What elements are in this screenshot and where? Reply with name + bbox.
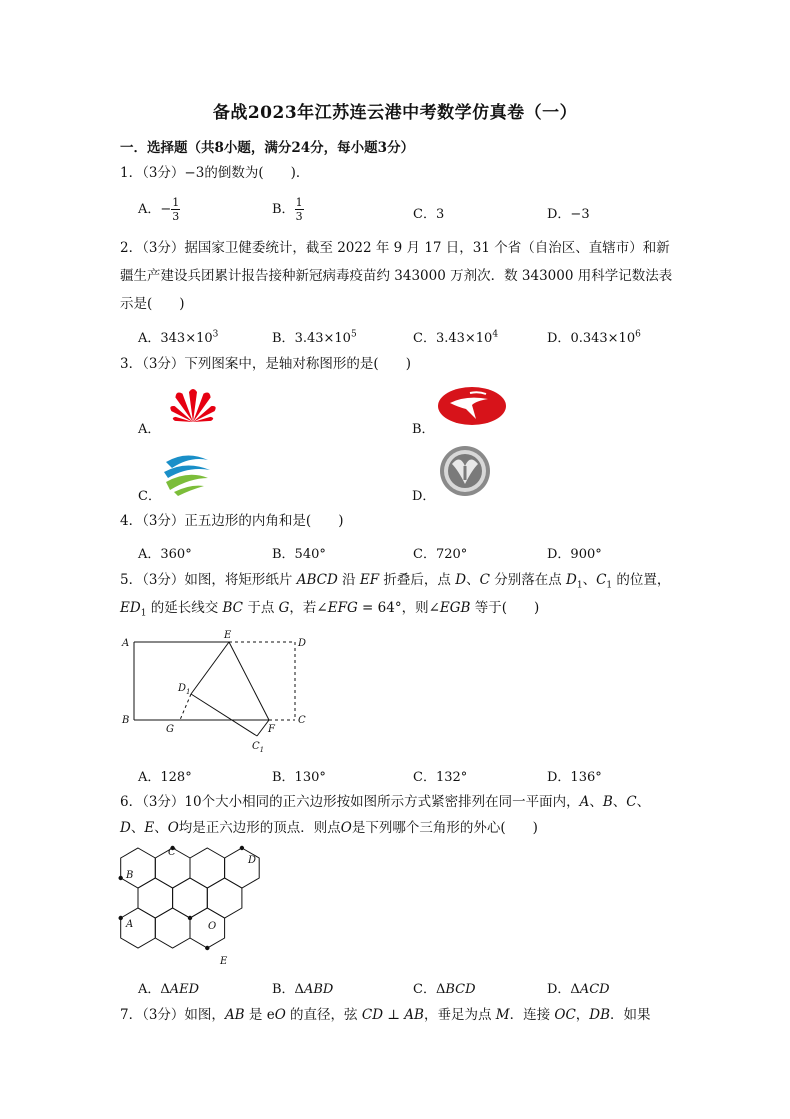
q2-line-2: 疆生产建设兵团累计报告接种新冠病毒疫苗约 343000 万剂次．数 343000 用科学记数法表 — [120, 268, 673, 284]
q1-option-b[interactable] — [272, 196, 304, 223]
q7-text: 7．（3分）如图， — [120, 1007, 225, 1023]
q6-text: 、 — [130, 820, 145, 836]
q7-text: 是 e — [244, 1007, 275, 1023]
q5-label-a: A — [122, 638, 130, 649]
q2-line-1: 2．（3分）据国家卫健委统计，截至 2022 年 9 月 17 日，31 个省（自治区、直辖市）和新 — [120, 240, 670, 256]
hexagon-cell — [225, 848, 260, 888]
q7-var: CD — [361, 1007, 384, 1023]
q5-line-2 — [120, 598, 539, 624]
q6-text: 、 — [589, 794, 603, 810]
q6-var: O — [167, 820, 179, 836]
q1-option-a[interactable] — [138, 196, 180, 223]
q6-point-b — [119, 876, 123, 880]
q1-a-num: 1 — [172, 196, 180, 209]
q4-option-d[interactable]: D．900° — [547, 547, 602, 562]
q1-option-d[interactable]: D．−3 — [547, 207, 590, 222]
q1-a-fraction — [171, 196, 180, 223]
q1-b-fraction — [295, 196, 304, 223]
q5-var-egb: EGB — [439, 600, 471, 616]
q6-c-label: C．Δ — [413, 982, 446, 997]
q3-option-c[interactable]: C． — [138, 489, 161, 504]
q5-text: 的位置， — [612, 572, 671, 588]
hexagon-cell — [190, 848, 225, 888]
q6-var: O — [340, 820, 352, 836]
q5-label-d1-sub: 1 — [186, 688, 191, 696]
q1-b-den: 3 — [295, 210, 303, 223]
hexagon-cell — [207, 878, 242, 918]
q3-stem: 3．（3分）下列图案中，是轴对称图形的是( ) — [120, 356, 411, 372]
q2-line-3: 示是( ) — [120, 296, 185, 312]
q5-option-a[interactable]: A．128° — [138, 770, 192, 785]
q2-c-base: 3.43×10 — [435, 331, 493, 346]
q5-sub: 1 — [606, 580, 613, 591]
q6-var: E — [144, 820, 155, 836]
q6-option-c[interactable] — [413, 978, 476, 997]
q3-option-b[interactable]: B． — [412, 422, 435, 437]
q7-line-1 — [120, 1005, 651, 1025]
q5-var-bc: BC — [222, 600, 244, 616]
hexagon-cell — [155, 908, 190, 948]
q5-option-c[interactable]: C．132° — [413, 770, 468, 785]
q6-hexagon-grid-diagram — [116, 842, 276, 970]
q7-var: AB — [404, 1007, 424, 1023]
q7-text: ⊥ — [383, 1007, 405, 1023]
q5-var-ed1: ED — [120, 600, 141, 616]
q5-text: 沿 — [337, 572, 360, 588]
q5-sub: 1 — [576, 580, 583, 591]
q7-var: O — [274, 1007, 286, 1023]
q2-a-base: 343×10 — [160, 331, 213, 346]
q6-option-d[interactable] — [547, 978, 610, 997]
q6-var: A — [579, 794, 590, 810]
q5-var-g: G — [278, 600, 290, 616]
q7-var: M — [495, 1007, 510, 1023]
q2-option-b[interactable] — [272, 327, 357, 346]
q5-dash-d1g — [180, 694, 191, 720]
q5-label-d1-letter: D — [178, 683, 187, 694]
q2-c-label: C． — [413, 331, 436, 346]
q5-var-d1: D — [566, 572, 577, 588]
q5-text: 折叠后，点 — [379, 572, 456, 588]
q4-option-b[interactable]: B．540° — [272, 547, 326, 562]
china-mobile-logo-icon — [160, 448, 214, 498]
q5-label-e: E — [224, 630, 232, 641]
huawei-logo-icon — [160, 384, 226, 424]
q5-text: ，若∠ — [289, 600, 328, 616]
q3-option-a[interactable]: A． — [138, 422, 161, 437]
q2-option-a[interactable] — [138, 327, 218, 346]
q6-text: 6．（3分）10个大小相同的正六边形按如图所示方式紧密排列在同一平面内， — [120, 794, 580, 810]
q5-label-c1-sub: 1 — [259, 746, 265, 754]
q6-text: 均是正六边形的顶点．则点 — [178, 820, 341, 836]
q1-a-sign: − — [160, 202, 172, 217]
q7-var: DB — [589, 1007, 611, 1023]
q6-d-vertices: ACD — [579, 982, 610, 997]
q5-var-ef: EF — [359, 572, 380, 588]
q6-c-vertices: BCD — [445, 982, 476, 997]
q6-a-vertices: AED — [169, 982, 200, 997]
q7-text: ．如果 — [610, 1007, 651, 1023]
hexagon-cell — [121, 848, 156, 888]
q5-var-c1: C — [596, 572, 607, 588]
q5-label-c1-letter: C — [252, 741, 260, 752]
q5-var-efg: EFG — [327, 600, 358, 616]
q7-text: ．连接 — [509, 1007, 555, 1023]
q5-var-c: C — [479, 572, 490, 588]
q1-a-den: 3 — [172, 210, 180, 223]
q6-point-d — [240, 846, 244, 850]
q6-label-b: B — [126, 870, 134, 881]
q5-text: 于点 — [243, 600, 279, 616]
q2-option-c[interactable] — [413, 327, 498, 346]
q6-point-a — [119, 916, 123, 920]
hexagon-cell — [138, 878, 173, 918]
q6-d-label: D．Δ — [547, 982, 580, 997]
q5-text: 分别落在点 — [489, 572, 566, 588]
q5-label-d1 — [177, 683, 191, 696]
q1-a-label: A． — [138, 202, 161, 217]
q5-text: = 64°，则∠ — [357, 600, 440, 616]
q2-d-label: D． — [547, 331, 571, 346]
q5-label-c: C — [298, 715, 306, 726]
q2-a-label: A． — [138, 331, 161, 346]
q6-label-a: A — [126, 919, 134, 930]
q4-option-a[interactable]: A．360° — [138, 547, 192, 562]
q5-option-d[interactable]: D．136° — [547, 770, 602, 785]
q2-b-exp: 5 — [350, 329, 357, 340]
q5-label-d: D — [298, 638, 307, 649]
q7-text: 的直径，弦 — [285, 1007, 362, 1023]
q4-option-c[interactable]: C．720° — [413, 547, 468, 562]
q6-var: B — [602, 794, 613, 810]
q5-rectangle-fold-diagram — [118, 628, 318, 754]
q6-b-label: B．Δ — [272, 982, 304, 997]
q6-text: 、 — [154, 820, 168, 836]
q5-option-b[interactable]: B．130° — [272, 770, 326, 785]
q2-b-base: 3.43×10 — [294, 331, 351, 346]
q6-b-vertices: ABD — [303, 982, 334, 997]
q1-stem: 1．（3分）−3的倒数为( )． — [120, 165, 310, 181]
q2-a-exp: 3 — [212, 329, 219, 340]
q5-line-d1c1 — [191, 694, 257, 736]
q7-var: AB — [224, 1007, 245, 1023]
q5-var-d: D — [455, 572, 467, 588]
q5-sub: 1 — [140, 608, 147, 619]
dongfeng-logo-icon — [436, 385, 508, 427]
q5-var-abcd: ABCD — [296, 572, 338, 588]
q5-text: 5．（3分）如图，将矩形纸片 — [120, 572, 297, 588]
q6-a-label: A．Δ — [138, 982, 170, 997]
q6-point-o — [188, 916, 192, 920]
q6-label-o: O — [208, 921, 217, 932]
q5-text: 的延长线交 — [146, 600, 223, 616]
dongfeng-silver-logo-icon — [438, 444, 492, 498]
hexagon-cell — [173, 878, 208, 918]
q7-text: ， — [575, 1007, 590, 1023]
q2-d-exp: 6 — [635, 329, 641, 340]
q6-point-e — [205, 946, 209, 950]
page-title: 备战2023年江苏连云港中考数学仿真卷（一） — [212, 103, 578, 123]
q4-stem: 4．（3分）正五边形的内角和是( ) — [120, 513, 344, 529]
q6-line-2 — [120, 818, 538, 838]
q2-d-base: 0.343×10 — [570, 331, 636, 346]
q7-var: OC — [554, 1007, 576, 1023]
q2-c-exp: 4 — [492, 329, 499, 340]
q5-line-1 — [120, 570, 670, 596]
q6-var: C — [626, 794, 637, 810]
q6-text: 、 — [612, 794, 627, 810]
q6-option-a[interactable] — [138, 978, 199, 997]
q6-label-c: C — [168, 847, 176, 858]
q5-label-f: F — [268, 724, 275, 735]
q2-option-d[interactable] — [547, 327, 641, 346]
q5-label-b: B — [122, 715, 130, 726]
q6-option-b[interactable] — [272, 978, 333, 997]
section-heading: 一．选择题（共8小题，满分24分，每小题3分） — [120, 140, 415, 156]
q6-var: D — [120, 820, 131, 836]
q5-text: 、 — [466, 572, 480, 588]
q1-b-num: 1 — [295, 196, 303, 209]
q1-b-label: B． — [272, 202, 295, 217]
q1-option-c[interactable]: C．3 — [413, 207, 445, 222]
q5-label-c1 — [252, 741, 264, 754]
q3-option-d[interactable]: D． — [412, 489, 436, 504]
q7-text: ，垂足为点 — [423, 1007, 496, 1023]
q6-label-e: E — [220, 956, 228, 967]
q6-label-d: D — [248, 855, 257, 866]
q5-line-ef — [229, 642, 269, 720]
q5-text: 、 — [582, 572, 597, 588]
q2-b-label: B． — [272, 331, 295, 346]
q5-label-g: G — [166, 724, 174, 735]
q5-text: 等于( ) — [470, 600, 540, 616]
q5-line-ed1 — [191, 642, 229, 694]
q6-line-1 — [120, 792, 650, 812]
q6-text: 是下列哪个三角形的外心( ) — [351, 820, 538, 836]
q6-text: 、 — [636, 794, 651, 810]
